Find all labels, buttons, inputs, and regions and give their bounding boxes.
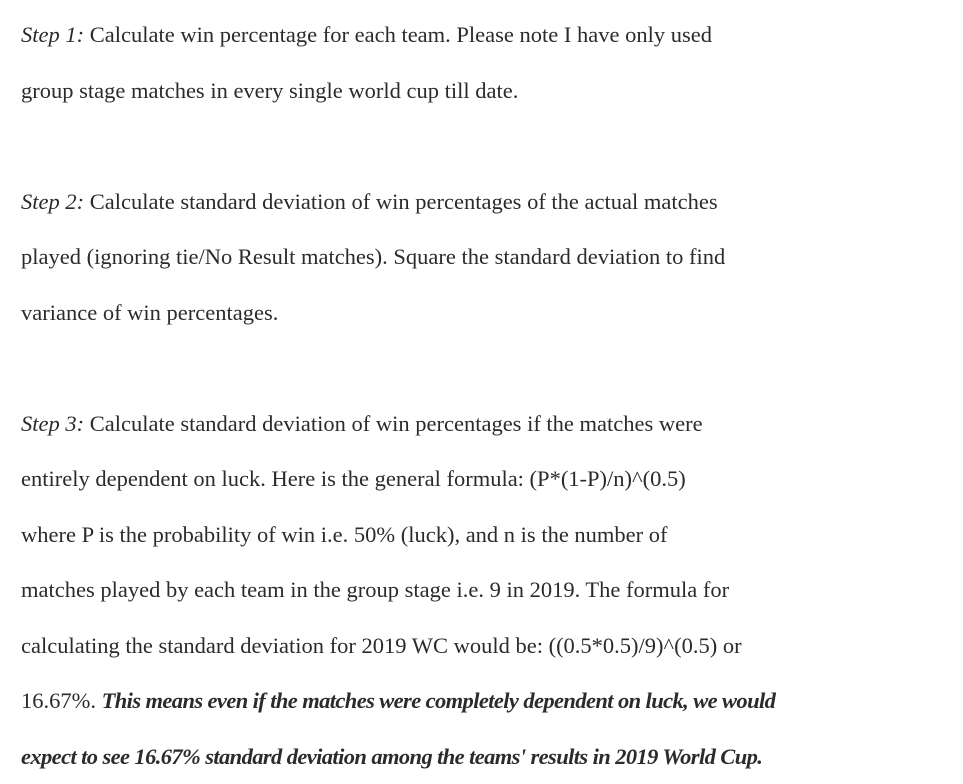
step-3-text: Calculate standard deviation of win percentages if the matches were [84, 411, 703, 436]
step-3-emphasis-1: This means even if the matches were completely dependent on luck, we would [102, 688, 776, 713]
step-2-line-2: played (ignoring tie/No Result matches). Square the standard deviation to find [21, 229, 963, 285]
step-3-line-6 [21, 673, 963, 729]
step-1-label: Step 1: [21, 22, 84, 47]
step-2-label: Step 2: [21, 189, 84, 214]
step-1-text: Calculate win percentage for each team. Please note I have only used [84, 22, 712, 47]
step-2-line-1 [21, 174, 963, 230]
step-2-text: Calculate standard deviation of win percentages of the actual matches [84, 189, 718, 214]
step-2-paragraph [21, 174, 963, 341]
step-3-line-2: entirely dependent on luck. Here is the general formula: (P*(1-P)/n)^(0.5) [21, 451, 963, 507]
step-1-line-2: group stage matches in every single world cup till date. [21, 63, 963, 119]
step-3-result-value: 16.67%. [21, 688, 102, 713]
step-1-line-1 [21, 7, 963, 63]
step-3-emphasis-2: expect to see 16.67% standard deviation among the teams' results in 2019 World Cup. [21, 729, 963, 784]
step-3-line-1 [21, 396, 963, 452]
step-3-paragraph [21, 396, 963, 784]
step-3-line-3: where P is the probability of win i.e. 50% (luck), and n is the number of [21, 507, 963, 563]
step-3-line-5: calculating the standard deviation for 2019 WC would be: ((0.5*0.5)/9)^(0.5) or [21, 618, 963, 674]
step-2-line-3: variance of win percentages. [21, 285, 963, 341]
step-3-line-4: matches played by each team in the group stage i.e. 9 in 2019. The formula for [21, 562, 963, 618]
step-1-paragraph [21, 7, 963, 118]
step-3-label: Step 3: [21, 411, 84, 436]
